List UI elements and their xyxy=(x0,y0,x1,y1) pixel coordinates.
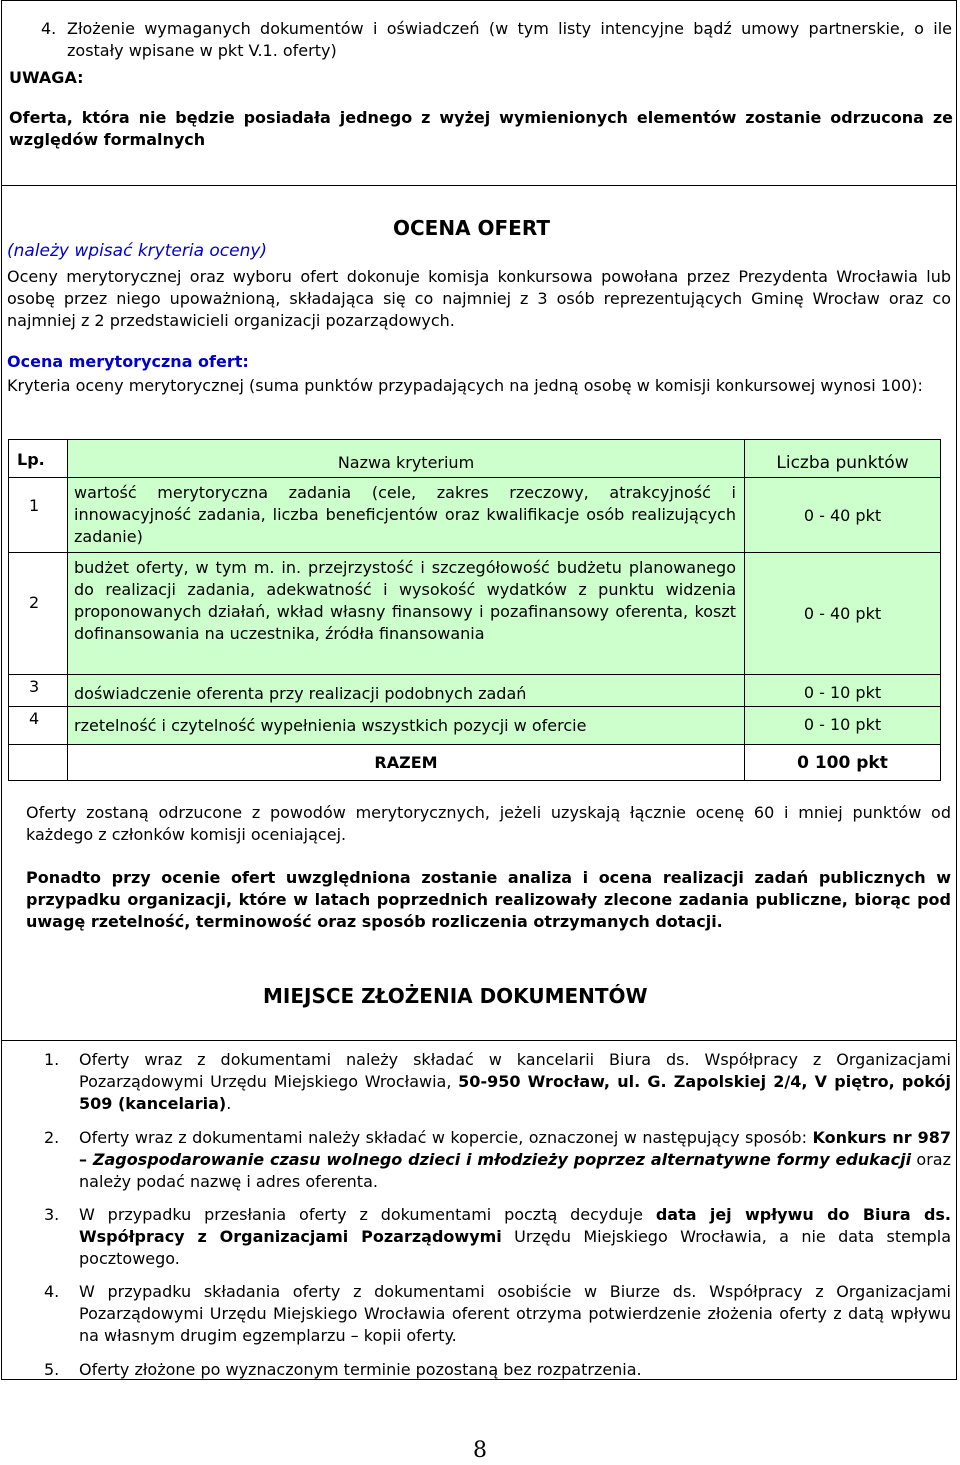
item-number: 1. xyxy=(44,1050,60,1069)
item-number: 4. xyxy=(44,1282,60,1301)
delivery-item-4: W przypadku składania oferty z dokumentami osobiście w Biurze ds. Współpracy z Organizacjami Pozarządowymi Urzędu Miejskiego Wrocławia oferent otrzyma potwierdzenie złożenia oferty z datą wpływu na własnym drugim egzemplarzu – kopii oferty. xyxy=(79,1282,951,1345)
delivery-item-2: Oferty wraz z dokumentami należy składać w kopercie, oznaczonej w następujący sposób: Konkurs nr 987 – Zagospodarowanie czasu wolnego dzieci i młodzieży poprzez alternatywne formy edukacji oraz należy podać nazwę i adres oferenta. xyxy=(79,1128,952,1191)
row-lp: 1 xyxy=(9,478,68,553)
table-row xyxy=(9,553,941,675)
row-points: 0 - 10 pkt xyxy=(745,675,941,707)
requirements-box xyxy=(1,0,957,186)
row-points: 0 - 10 pkt xyxy=(745,707,941,745)
ocena-subheading: (należy wpisać kryteria oceny) xyxy=(7,241,268,261)
rejection-text: Oferty zostaną odrzucone z powodów merytorycznych, jeżeli uzyskają łącznie ocenę 60 i mniej punktów od każdego z członków komisji oceniającej. xyxy=(26,803,951,844)
merit-text: Kryteria oceny merytorycznej (suma punktów przypadających na jedną osobę w komisji konkursowej wynosi 100): xyxy=(7,376,923,395)
row-criterion: doświadczenie oferenta przy realizacji podobnych zadań xyxy=(68,675,745,707)
item-number: 2. xyxy=(44,1128,60,1147)
commission-intro: Oceny merytorycznej oraz wyboru ofert dokonuje komisja konkursowa powołana przez Prezydenta Wrocławia lub osobę przez niego upoważnioną, składająca się co najmniej z 3 osób reprezentujących Gminę Wrocław oraz co najmniej z 2 przedstawicieli organizacji pozarządowych. xyxy=(7,267,951,330)
table-row xyxy=(9,675,941,707)
warning-label: UWAGA: xyxy=(9,68,84,87)
requirement-item-text: Złożenie wymaganych dokumentów i oświadczeń (w tym listy intencyjne bądź umowy partnerskie, o ile zostały wpisane w pkt V.1. oferty) xyxy=(67,19,952,60)
criteria-table xyxy=(8,439,941,781)
col-header-name: Nazwa kryterium xyxy=(68,440,745,478)
additional-analysis-text: Ponadto przy ocenie ofert uwzględniona zostanie analiza i ocena realizacji zadań publicznych w przypadku organizacji, które w latach poprzednich realizowały zlecone zadania publiczne, biorąc pod uwagę rzetelność, terminowość oraz sposób rozliczenia otrzymanych dotacji. xyxy=(26,868,951,931)
row-criterion: budżet oferty, w tym m. in. przejrzystość i szczegółowość budżetu planowanego do realizacji zadania, adekwatność i wysokość wydatków z punktu widzenia proponowanych działań, wkład własny finansowy i pozafinansowy oferenta, koszt dofinansowania na uczestnika, źródła finansowania xyxy=(68,553,745,675)
item-number: 3. xyxy=(44,1205,60,1224)
item-number: 4. xyxy=(41,19,57,38)
row-criterion: rzetelność i czytelność wypełnienia wszystkich pozycji w ofercie xyxy=(68,707,745,745)
warning-text: Oferta, która nie będzie posiadała jednego z wyżej wymienionych elementów zostanie odrzucona ze względów formalnych xyxy=(9,108,953,149)
row-lp: 4 xyxy=(9,707,68,745)
delivery-item-3: W przypadku przesłania oferty z dokumentami pocztą decyduje data jej wpływu do Biura ds. Współpracy z Organizacjami Pozarządowymi Urzędu Miejskiego Wrocławia, a nie data stempla pocztowego. xyxy=(79,1205,951,1268)
delivery-item-1: Oferty wraz z dokumentami należy składać w kancelarii Biura ds. Współpracy z Organizacjami Pozarządowymi Urzędu Miejskiego Wrocławia, 50-950 Wrocław, ul. G. Zapolskiej 2/4, V piętro, pokój 509 (kancelaria). xyxy=(79,1050,952,1113)
table-row xyxy=(9,478,941,553)
row-points: 0 - 40 pkt xyxy=(745,553,941,675)
table-total-row xyxy=(9,745,941,781)
table-row xyxy=(9,707,941,745)
total-label: RAZEM xyxy=(68,745,745,781)
miejsce-heading: MIEJSCE ZŁOŻENIA DOKUMENTÓW xyxy=(263,984,648,1008)
delivery-item-5: Oferty złożone po wyznaczonym terminie pozostaną bez rozpatrzenia. xyxy=(79,1360,642,1379)
col-header-points: Liczba punktów xyxy=(745,440,941,478)
merit-heading: Ocena merytoryczna ofert: xyxy=(7,352,249,371)
col-header-lp: Lp. xyxy=(9,440,68,478)
item-number: 5. xyxy=(44,1360,60,1379)
page-number: 8 xyxy=(473,1438,487,1463)
ocena-heading: OCENA OFERT xyxy=(393,216,550,240)
total-points: 0 100 pkt xyxy=(745,745,941,781)
row-lp: 2 xyxy=(9,553,68,675)
row-points: 0 - 40 pkt xyxy=(745,478,941,553)
row-criterion: wartość merytoryczna zadania (cele, zakres rzeczowy, atrakcyjność i innowacyjność zadania, liczba beneficjentów oraz kwalifikacje osób realizujących zadanie) xyxy=(68,478,745,553)
row-lp: 3 xyxy=(9,675,68,707)
